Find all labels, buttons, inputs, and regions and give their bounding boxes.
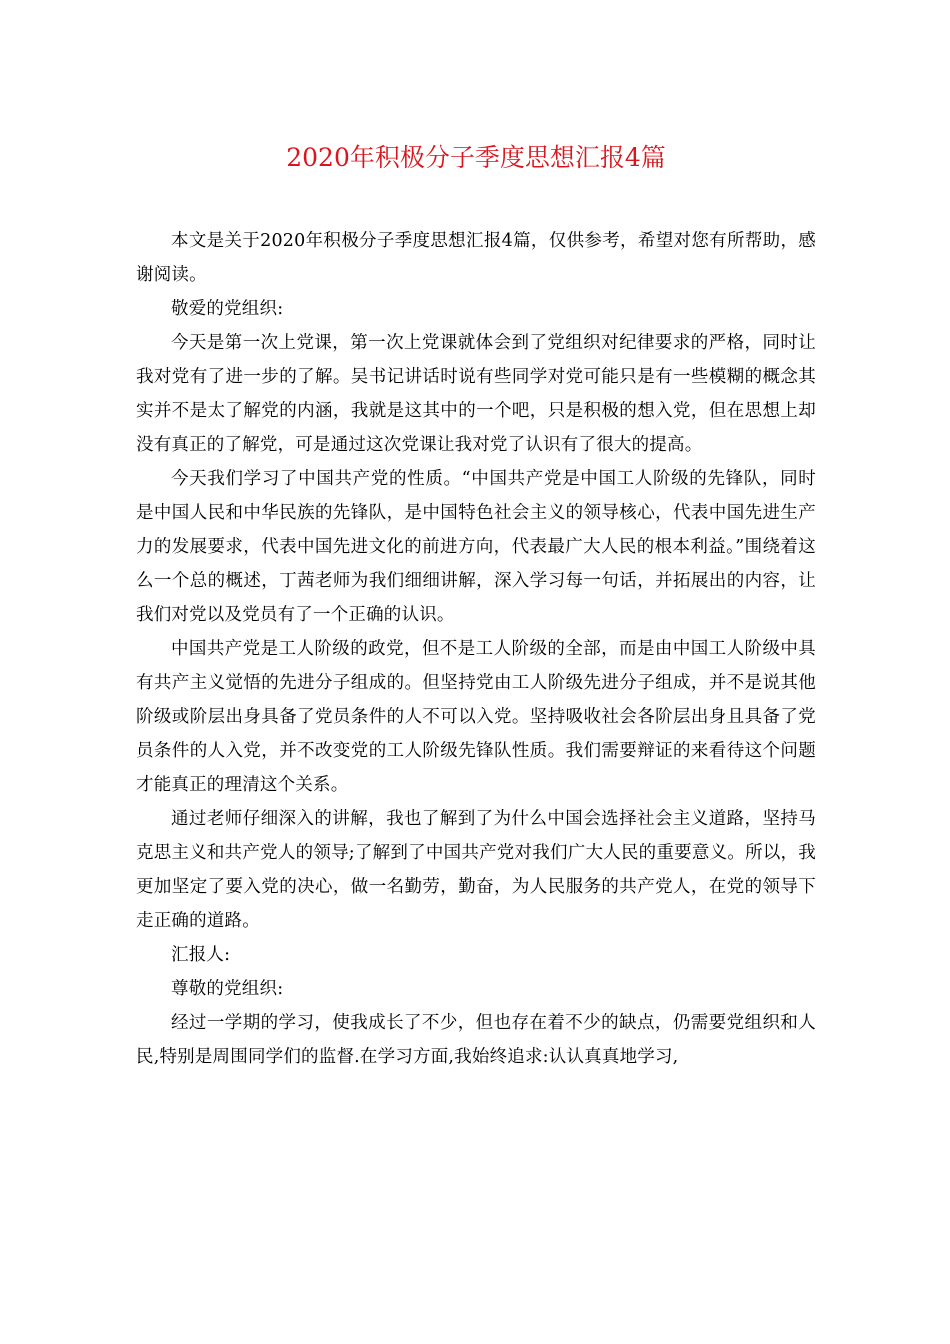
paragraph-body-1: 今天是第一次上党课，第一次上党课就体会到了党组织对纪律要求的严格，同时让我对党有了进一步的了解。吴书记讲话时说有些同学对党可能只是有一些模糊的概念其实并不是太了解党的内涵，我就是这其中的一个吧，只是积极的想入党，但在思想上却没有真正的了解党，可是通过这次党课让我对党了认识有了很大的提高。	[136, 333, 816, 455]
paragraph-intro: 本文是关于2020年积极分子季度思想汇报4篇，仅供参考，希望对您有所帮助，感谢阅读。	[136, 231, 816, 285]
paragraph-salutation-2: 尊敬的党组织:	[171, 979, 284, 999]
paragraph-body-3: 中国共产党是工人阶级的政党，但不是工人阶级的全部，而是由中国工人阶级中具有共产主义觉悟的先进分子组成的。但坚持党由工人阶级先进分子组成，并不是说其他阶级或阶层出身具备了党员条件的人不可以入党。坚持吸收社会各阶层出身且具备了党员条件的人入党，并不改变党的工人阶级先锋队性质。我们需要辩证的来看待这个问题才能真正的理清这个关系。	[136, 639, 816, 795]
document-title: 2020年积极分子季度思想汇报4篇	[286, 143, 666, 172]
paragraph-reporter: 汇报人:	[171, 945, 231, 965]
paragraph-body-4: 通过老师仔细深入的讲解，我也了解到了为什么中国会选择社会主义道路，坚持马克思主义和共产党人的领导;了解到了中国共产党对我们广大人民的重要意义。所以，我更加坚定了要入党的决心，做一名勤劳，勤奋，为人民服务的共产党人，在党的领导下走正确的道路。	[136, 809, 816, 931]
paragraph-body-2: 今天我们学习了中国共产党的性质。“中国共产党是中国工人阶级的先锋队，同时是中国人民和中华民族的先锋队，是中国特色社会主义的领导核心，代表中国先进生产力的发展要求，代表中国先进文化的前进方向，代表最广大人民的根本利益。”围绕着这么一个总的概述，丁茜老师为我们细细讲解，深入学习每一句话，并拓展出的内容，让我们对党以及党员有了一个正确的认识。	[136, 469, 816, 625]
paragraph-salutation-1: 敬爱的党组织:	[171, 299, 284, 319]
paragraph-body-5: 经过一学期的学习，使我成长了不少，但也存在着不少的缺点，仍需要党组织和人民,特别是周围同学们的监督.在学习方面,我始终追求:认认真真地学习,	[136, 1013, 816, 1067]
